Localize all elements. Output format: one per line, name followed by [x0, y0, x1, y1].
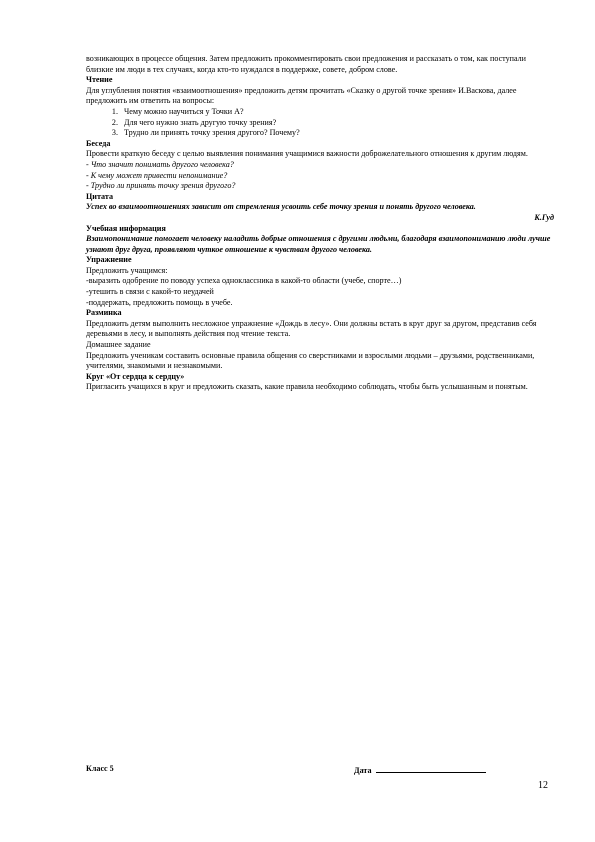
reading-heading: Чтение — [86, 75, 113, 85]
class-label: Класс 5 — [86, 764, 114, 773]
quote-author: К.Гуд — [534, 212, 554, 222]
reading-text: Для углубления понятия «взаимоотношения» предложить детям прочитать «Сказку о другой точке зрения» И.Васкова, далее предложить им ответить на вопросы: — [86, 85, 517, 106]
date-label: Дата — [354, 766, 372, 775]
date-blank-line — [376, 764, 486, 773]
conversation-question: - К чему может привести непонимание? — [86, 170, 228, 180]
info-heading: Учебная информация — [86, 223, 166, 233]
exercise-item: -утешить в связи с какой-то неудачей — [86, 287, 214, 297]
warmup-heading: Разминка — [86, 308, 122, 318]
date-field — [354, 764, 486, 775]
reading-question: 2. Для чего нужно знать другую точку зрения? — [120, 118, 554, 129]
homework-heading: Домашнее задание — [86, 340, 151, 350]
reading-question: 1. Чему можно научиться у Точки А? — [120, 107, 554, 118]
conversation-question: - Трудно ли принять точку зрения другого? — [86, 181, 236, 191]
exercise-item: -поддержать, предложить помощь в учебе. — [86, 297, 233, 307]
info-text: Взаимопонимание помогает человеку наладить добрые отношения с другими людьми, благодаря взаимопониманию люди лучше узнают друг друга, проявляют чуткое отношение к чувствам другого человека. — [86, 234, 551, 254]
homework-text: Предложить ученикам составить основные правила общения со сверстниками и взрослыми людьми – друзьями, родственниками, учителями, знакомыми и незнакомыми. — [86, 350, 535, 371]
circle-text: Пригласить учащихся в круг и предложить сказать, какие правила необходимо соблюдать, чтобы быть услышанным и понятым. — [86, 382, 528, 392]
warmup-text: Предложить детям выполнить несложное упражнение «Дождь в лесу». Они должны встать в круг друг за другом, представив себя деревьями в лесу, и выполнять действия под чтение текста. — [86, 318, 537, 339]
document-body — [86, 54, 554, 393]
conversation-heading: Беседа — [86, 138, 111, 148]
conversation-text: Провести краткую беседу с целью выявления понимания учащимися важности доброжелательного отношения к другим людям. — [86, 149, 528, 159]
exercise-item: -выразить одобрение по поводу успеха одноклассника в какой-то области (учебе, спорте…) — [86, 276, 402, 286]
exercise-heading: Упражнение — [86, 255, 132, 265]
quote-heading: Цитата — [86, 191, 113, 201]
exercise-intro: Предложить учащимся: — [86, 265, 168, 275]
page-number: 12 — [538, 780, 548, 791]
reading-questions — [86, 107, 554, 139]
reading-question: 3. Трудно ли принять точку зрения другого? Почему? — [120, 128, 554, 139]
conversation-question: - Что значит понимать другого человека? — [86, 159, 234, 169]
quote-text: Успех во взаимоотношениях зависит от стремления усвоить себе точку зрения и понять другого человека. — [86, 202, 476, 212]
intro-paragraph: возникающих в процессе общения. Затем предложить прокомментировать свои предложения и рассказать о том, как поступали близкие им люди в тех случаях, когда кто-то нуждался в поддержке, совете, добром слове. — [86, 54, 527, 74]
circle-heading: Круг «От сердца к сердцу» — [86, 371, 185, 381]
